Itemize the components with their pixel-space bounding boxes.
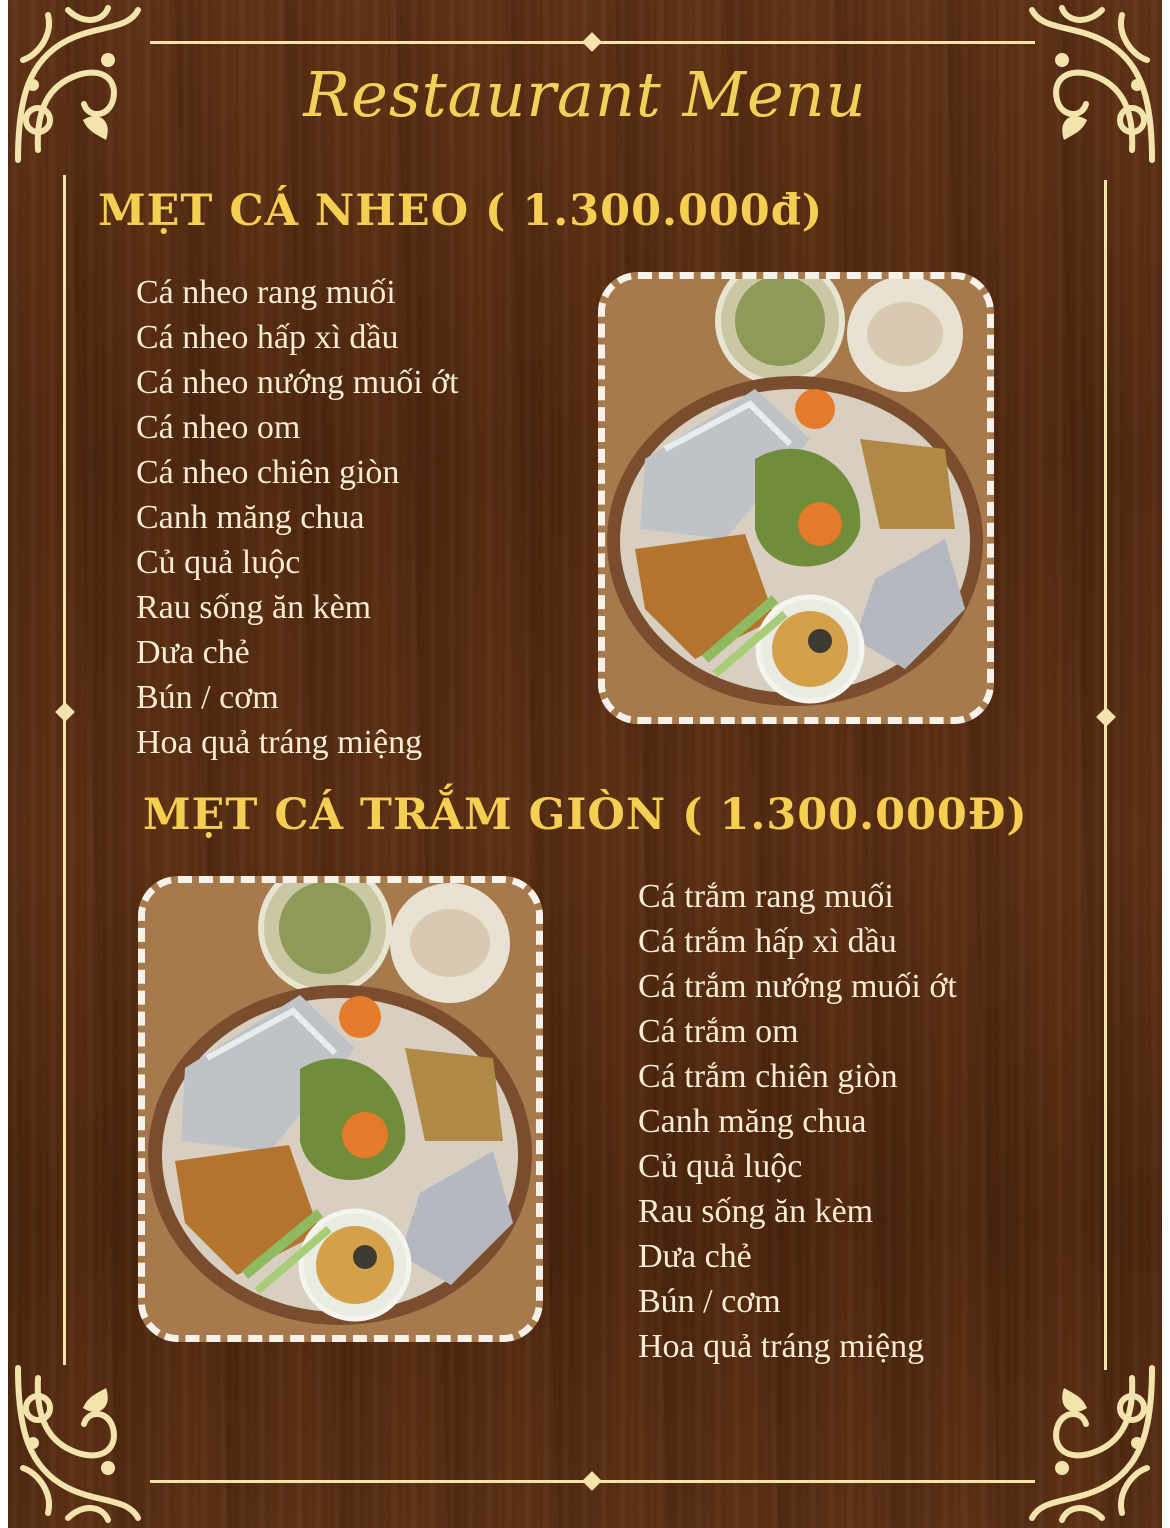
food-platter-illustration bbox=[605, 279, 987, 717]
list-item: Dưa chẻ bbox=[638, 1238, 752, 1275]
list-item: Cá trắm rang muối bbox=[638, 878, 894, 915]
list-item: Cá trắm chiên giòn bbox=[638, 1058, 898, 1095]
list-item: Cá trắm nướng muối ớt bbox=[638, 968, 957, 1005]
menu-title: Restaurant Menu bbox=[303, 58, 867, 131]
item-list-ca-nheo bbox=[136, 270, 459, 765]
top-border-diamond bbox=[582, 32, 602, 52]
list-item: Bún / cơm bbox=[136, 679, 279, 716]
list-item: Cá nheo om bbox=[136, 409, 301, 446]
corner-ornament-bottom-right bbox=[1022, 1358, 1162, 1528]
list-item: Hoa quả tráng miệng bbox=[136, 724, 423, 761]
list-item: Cá nheo nướng muối ớt bbox=[136, 364, 459, 401]
list-item: Canh măng chua bbox=[638, 1103, 867, 1140]
list-item: Rau sống ăn kèm bbox=[136, 589, 372, 626]
menu-board bbox=[8, 0, 1162, 1528]
list-item: Canh măng chua bbox=[136, 499, 365, 536]
list-item: Dưa chẻ bbox=[136, 634, 250, 671]
item-list-ca-tram-gion bbox=[638, 874, 957, 1369]
left-border-line bbox=[63, 175, 66, 1365]
left-border-diamond bbox=[55, 702, 75, 722]
list-item: Cá trắm hấp xì dầu bbox=[638, 923, 897, 960]
list-item: Cá nheo rang muối bbox=[136, 274, 396, 311]
list-item: Củ quả luộc bbox=[638, 1148, 803, 1185]
bottom-border-diamond bbox=[582, 1471, 602, 1491]
right-border-line bbox=[1104, 180, 1107, 1370]
dish-photo-ca-tram-gion bbox=[138, 876, 543, 1342]
list-item: Bún / cơm bbox=[638, 1283, 781, 1320]
corner-ornament-bottom-left bbox=[8, 1358, 148, 1528]
list-item: Rau sống ăn kèm bbox=[638, 1193, 874, 1230]
list-item: Hoa quả tráng miệng bbox=[638, 1328, 925, 1365]
list-item: Cá nheo chiên giòn bbox=[136, 454, 400, 491]
list-item: Cá trắm om bbox=[638, 1013, 799, 1050]
list-item: Củ quả luộc bbox=[136, 544, 301, 581]
food-platter-illustration bbox=[145, 883, 536, 1335]
set-title-ca-tram-gion: MẸT CÁ TRẮM GIÒN ( 1.300.000Đ) bbox=[143, 790, 1028, 840]
dish-photo-ca-nheo bbox=[598, 272, 994, 724]
list-item: Cá nheo hấp xì dầu bbox=[136, 319, 399, 356]
set-title-ca-nheo: MẸT CÁ NHEO ( 1.300.000đ) bbox=[98, 186, 824, 236]
right-border-diamond bbox=[1096, 707, 1116, 727]
